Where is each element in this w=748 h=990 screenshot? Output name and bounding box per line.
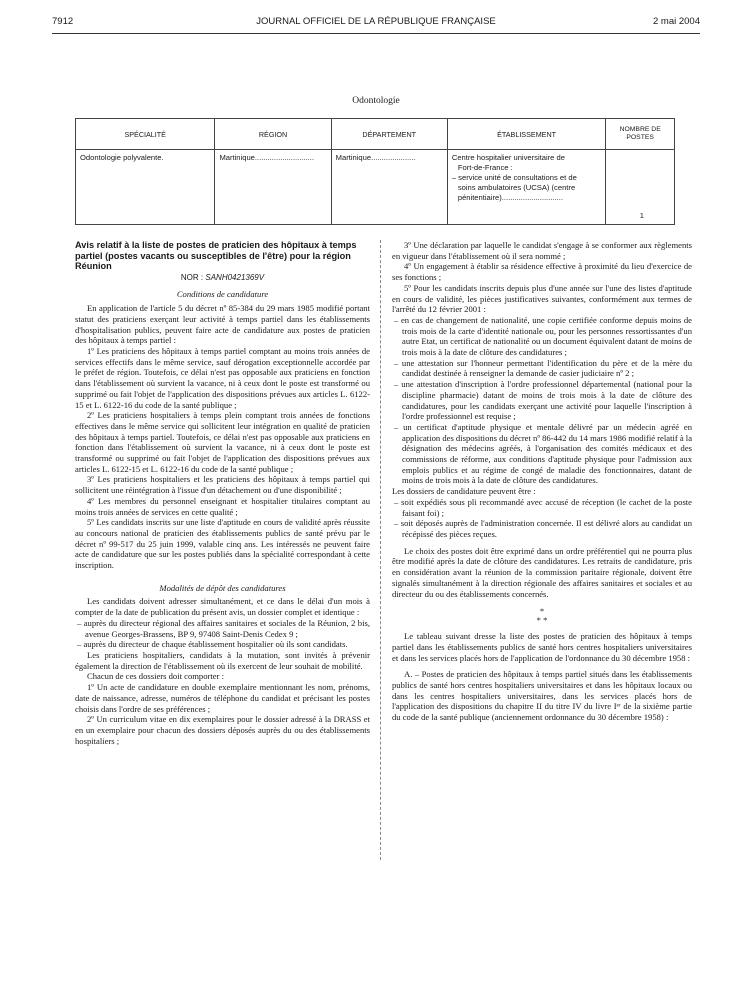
journal-title: JOURNAL OFFICIEL DE LA RÉPUBLIQUE FRANÇAISE (256, 16, 496, 27)
page-header (52, 16, 700, 32)
header-rule (52, 33, 700, 34)
left-column (75, 240, 370, 746)
choix-paragraph: Le choix des postes doit être exprimé dans un ordre préférentiel qui ne pourra plus être modifié après la date de clôture des candidatures. Les retraits de candidature, pris en considération avant la réunion de la commission paritaire régionale, doivent être signalés simultanément à la direction régionale des affaires sanitaires et sociales et au directeur du ou des établissements concernés. (392, 545, 692, 599)
table-caption: Odontologie (352, 96, 400, 106)
cell-nombre: 1 (606, 150, 675, 225)
col-etablissement: ÉTABLISSEMENT (447, 119, 605, 150)
col-specialite: SPÉCIALITÉ (76, 119, 215, 150)
dossier-item-3: 3º Une déclaration par laquelle le candidat s'engage à se conformer aux règlements en vigueur dans l'établissement où il sera nommé ; (392, 240, 692, 261)
dossier-intro: Chacun de ces dossiers doit comporter : (87, 671, 224, 682)
depot-item-etablissement: – auprès du directeur de chaque établissement hospitalier où ils sont candidats. (77, 639, 348, 650)
condition-3: 3º Les praticiens hospitaliers et les praticiens des hôpitaux à temps partiel qui sollicitent une réintégration à l'issue d'un détachement ou d'une disponibilité ; (75, 474, 370, 496)
tableau-paragraph: Le tableau suivant dresse la liste des postes de praticien des hôpitaux à temps partiel dans les établissements publics de santé hors centres hospitaliers universitaires et dans les services placés hors de l'application de l'ordonnance du 30 décembre 1958 : (392, 631, 692, 663)
section-conditions: Conditions de candidature (176, 289, 269, 300)
cell-region: Martinique............................ (215, 150, 331, 225)
mutation-paragraph: Les praticiens hospitaliers, candidats à la mutation, sont invités à prévenir également la direction de l'établissement où ils exercent de leur souhait de mobilité. (75, 649, 370, 671)
condition-1: 1º Les praticiens des hôpitaux à temps partiel comptant au moins trois années de services effectifs dans le même service, sauf dérogation exceptionnelle accordée par le préfet de région. Toutefois, ce délai n'est pas opposable aux praticiens en fonction dans l'établissement où survient la vacance, ni à ceux dont le poste est transformé ou supprimé ou fait l'objet de l'application des dispositions prévues aux articles L. 6122-15 et L. 6122-16 du code de la santé publique ; (75, 346, 370, 410)
col-departement: DÉPARTEMENT (331, 119, 447, 150)
piece-nationalite: – en cas de changement de nationalité, une copie certifiée conforme depuis moins de trois mois de la carte d'identité nationale ou, pour les personnes ressortissantes d'un autre Etat, un certificat de nationalité ou un document équivalent datant de moins de trois mois à la date de clôture des candidatures ; (394, 314, 692, 358)
condition-5: 5º Les candidats inscrits sur une liste d'aptitude en cours de validité après réussite au concours national de praticien des établissements publics de santé prévu par le décret nº 99-517 du 25 juin 1999, valable cinq ans. Les intéressés ne peuvent faire acte de candidature que sur les postes publiés dans la spécialité correspondant à cette inscription. (75, 517, 370, 571)
depot-intro: Les candidats doivent adresser simultanément, et ce dans le délai d'un mois à compter de la date de publication du présent avis, un dossier complet et identique : (75, 596, 370, 618)
nor-reference: NOR : SANH0421369V (180, 272, 265, 282)
depot-item-drass: – auprès du directeur régional des affaires sanitaires et sociales de la Réunion, 2 bis, avenue Georges-Brassens, BP 9, 97408 Saint-Denis Cedex 9 ; (77, 617, 370, 639)
piece-attestation-honneur: – une attestation sur l'honneur permettant l'identification du père et de la mère du candidat destinée à renseigner la demande de casier judiciaire nº 2 ; (394, 357, 692, 379)
col-nombre: NOMBRE DE POSTES (606, 119, 675, 150)
envoi-intro: Les dossiers de candidature peuvent être : (392, 486, 536, 497)
right-column (392, 240, 692, 723)
envoi-depot: – soit déposés auprès de l'administration concernée. Il est délivré alors au candidat un récépissé des pièces reçues. (394, 518, 692, 539)
col-region: RÉGION (215, 119, 331, 150)
condition-4: 4º Les membres du personnel enseignant et hospitalier titulaires comptant au moins trois années de services en cette qualité ; (75, 495, 370, 517)
cell-etablissement: Centre hospitalier universitaire de Fort-de-France : – service unité de consultations et de soins ambulatoires (UCSA) (centre pénitentiaire)............................. (447, 150, 605, 225)
issue-date: 2 mai 2004 (652, 16, 700, 27)
section-separator: * * * (536, 606, 548, 626)
table-header-row (76, 119, 675, 150)
avis-title: Avis relatif à la liste de postes de praticien des hôpitaux à temps partiel (postes vacants ou susceptibles de l'être) pour la région Réunion (75, 240, 357, 272)
page-number: 7912 (52, 16, 74, 27)
section-a-paragraph: A. – Postes de praticien des hôpitaux à temps partiel situés dans les établissements publics de santé hors centres hospitaliers universitaires et dans les hôpitaux locaux ou dans les centres hospitaliers universitaires, dans les services placés hors de l'application des dispositions du chapitre II du titre IV du livre Iᵉʳ de la sixième partie du code de la santé publique (anciennement ordonnance du 30 décembre 1958) : (392, 669, 692, 723)
dossier-item-1: 1º Un acte de candidature en double exemplaire mentionnant les nom, prénoms, date de naissance, adresse, numéros de téléphone du candidat et précisant les postes choisis dans l'ordre de ses préférences ; (75, 682, 370, 714)
table-row (76, 150, 675, 225)
dossier-item-5: 5º Pour les candidats inscrits depuis plus d'une année sur l'une des listes d'aptitude en cours de validité, les pièces justificatives suivantes, conformément aux termes de l'arrêté du 12 février 2001 : (392, 282, 692, 315)
piece-ordre-professionnel: – une attestation d'inscription à l'ordre professionnel départemental (national pour la discipline pharmacie) datant de moins de trois mois à la date de clôture des candidatures, pour les candidats exerçant une activité pour laquelle l'inscription à l'ordre professionnel est requise ; (394, 379, 692, 422)
intro-paragraph: En application de l'article 5 du décret nº 85-384 du 29 mars 1985 modifié portant statut des praticiens exerçant leur activité à temps partiel dans les établissements d'hospitalisation publics, peuvent faire acte de candidature aux postes de praticien des hôpitaux à temps partiel : (75, 303, 370, 346)
dossier-item-4: 4º Un engagement à établir sa résidence effective à proximité du lieu d'exercice de ses fonctions ; (392, 261, 692, 283)
cell-specialite: Odontologie polyvalente. (76, 150, 215, 225)
column-divider (380, 240, 381, 860)
section-depot: Modalités de dépôt des candidatures (159, 582, 286, 593)
dossier-item-2: 2º Un curriculum vitae en dix exemplaires pour le dossier adressé à la DRASS et en un exemplaire pour chacun des dossiers déposés auprès du ou des établissements hospitaliers ; (75, 714, 370, 746)
piece-certificat-aptitude: – un certificat d'aptitude physique et mentale délivré par un médecin agréé en application des dispositions du décret nº 86-442 du 14 mars 1986 modifié relatif à la désignation des médecins agréés, à l'organisation des comités médicaux et des commissions de réforme, aux conditions d'aptitude physique pour l'admission aux emplois publics et au régime de congé de maladie des fonctionnaires, datant de moins de trois mois à la date de clôture des candidatures. (394, 421, 693, 486)
envoi-recommande: – soit expédiés sous pli recommandé avec accusé de réception (le cachet de la poste faisant foi) ; (394, 496, 692, 518)
posts-table (75, 118, 675, 225)
condition-2: 2º Les praticiens hospitaliers à temps plein comptant trois années de fonctions effectives dans le même service qui sollicitent leur intégration en qualité de praticien des hôpitaux à temps partiel. Toutefois, ce délai n'est pas opposable aux praticiens en fonction dans l'établissement où survient la vacance, ni à ceux dont le poste est transformé ou supprimé ou fait l'objet de l'application des dispositions prévues aux articles L. 6122-15 et L. 6122-16 du code de la santé publique ; (75, 410, 370, 474)
cell-departement: Martinique..................... (331, 150, 447, 225)
